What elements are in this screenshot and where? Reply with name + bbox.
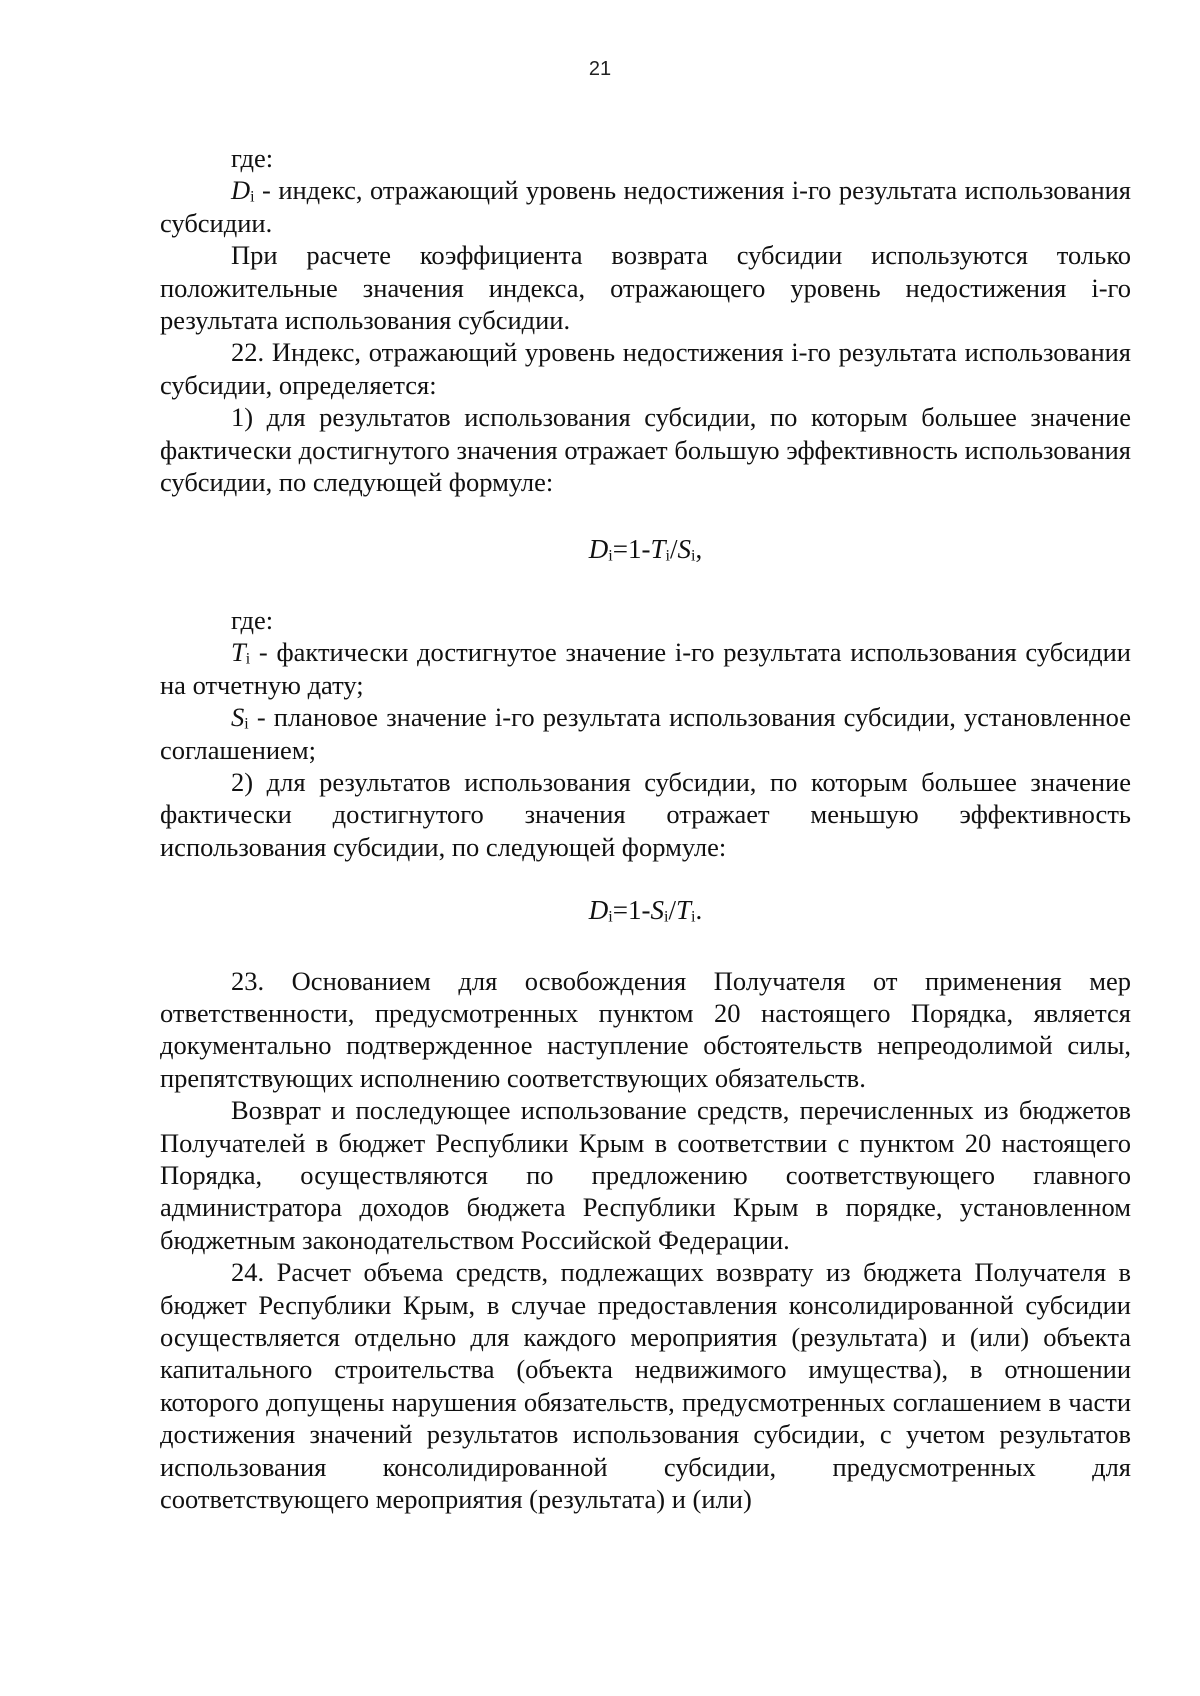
formula-1-a-sub: i — [665, 546, 670, 565]
page-number: 21 — [588, 58, 612, 80]
formula-1-b: S — [677, 534, 691, 565]
formula-2-a-sub: i — [663, 907, 669, 926]
formula-1-end: , — [695, 534, 703, 565]
paragraph-24: 24. Расчет объема средств, подлежащих возврату из бюджета Получателя в бюджет Республики Крым, в случае предоставления консолидированной субсидии осуществляется отдельно для каждого мероприятия (результата) и (или) объекта капитального строительства (объекта недвижимого имущества), в отношении которого допущены нарушения обязательств, предусмотренных соглашением в части достижения значений результатов использования субсидии, с учетом результатов использования консолидированной субсидии, предусмотренных для соответствующего мероприятия (результата) и (или) — [160, 1257, 1131, 1515]
paragraph-refund: Возврат и последующее использование средств, перечисленных из бюджетов Получателей в бюджет Республики Крым в соответствии с пунктом 20 настоящего Порядка, осуществляются по предложению соответствующего главного администратора доходов бюджета Республики Крым в порядке, установленном бюджетным законодательством Российской Федерации. — [160, 1095, 1131, 1255]
formula-2-b: T — [675, 895, 691, 926]
formula-2-b-sub: i — [691, 907, 696, 926]
subscript-i: i — [245, 650, 251, 668]
paragraph-definition-d — [160, 174, 1131, 239]
formula-2 — [160, 894, 1131, 926]
variable-t: T — [231, 637, 246, 668]
subscript-i: i — [250, 188, 255, 206]
formula-1-a: T — [650, 534, 666, 565]
definition-t-text: - фактически достигнутое значение i-го результата использования субсидии на отчетную дату; — [160, 637, 1131, 700]
paragraph-22-item-1: 1) для результатов использования субсидии, по которым большее значение фактически достигнутого значения отражает большую эффективность использования субсидии, по следующей формуле: — [160, 402, 1131, 498]
subscript-i: i — [244, 715, 249, 733]
paragraph-definition-t — [160, 636, 1131, 701]
document-body — [160, 142, 1131, 1515]
formula-1-b-sub: i — [691, 546, 696, 565]
formula-2-lhs-sub: i — [608, 907, 613, 926]
paragraph-22: 22. Индекс, отражающий уровень недостижения i-го результата использования субсидии, определяется: — [160, 337, 1131, 400]
paragraph-23: 23. Основанием для освобождения Получателя от применения мер ответственности, предусмотренных пунктом 20 настоящего Порядка, является документально подтвержденное наступление обстоятельств непреодолимой силы, препятствующих исполнению соответствующих обязательств. — [160, 965, 1131, 1093]
paragraph-definition-s — [160, 701, 1131, 766]
formula-2-a: S — [650, 895, 664, 926]
formula-2-div: / — [668, 895, 676, 926]
formula-1 — [160, 533, 1131, 565]
paragraph-coefficient-note: При расчете коэффициента возврата субсидии используются только положительные значения индекса, отражающего уровень недостижения i-го результата использования субсидии. — [160, 240, 1131, 336]
formula-2-lhs: D — [588, 895, 609, 926]
formula-2-end: . — [695, 895, 703, 926]
variable-d: D — [231, 175, 251, 206]
paragraph-where-2: где: — [231, 604, 274, 635]
definition-d-text: - индекс, отражающий уровень недостижения i-го результата использования субсидии. — [160, 175, 1131, 238]
formula-1-div: / — [669, 534, 678, 565]
formula-1-lhs-sub: i — [608, 546, 613, 565]
definition-s-text: - плановое значение i-го результата использования субсидии, установленное соглашением; — [160, 702, 1131, 765]
formula-1-op: =1- — [612, 534, 651, 565]
formula-1-lhs: D — [588, 534, 609, 565]
paragraph-22-item-2: 2) для результатов использования субсидии, по которым большее значение фактически достигнутого значения отражает меньшую эффективность использования субсидии, по следующей формуле: — [160, 766, 1131, 862]
paragraph-where-1: где: — [231, 143, 274, 173]
variable-s: S — [231, 702, 245, 733]
formula-2-op: =1- — [612, 895, 651, 926]
